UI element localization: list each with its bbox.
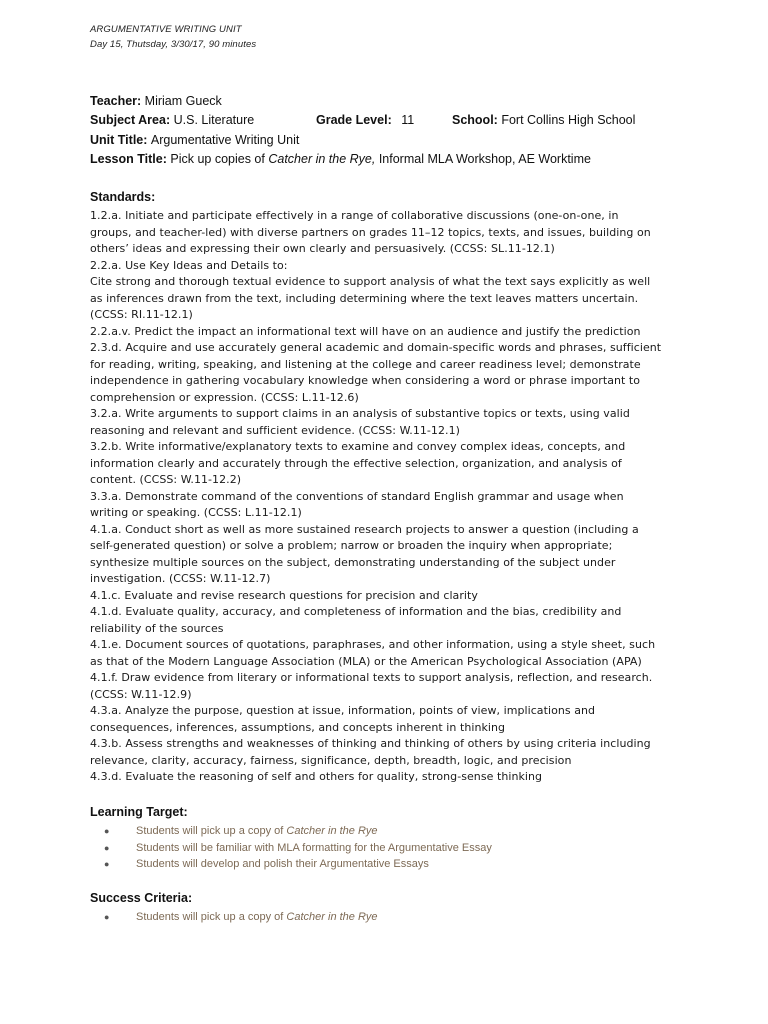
standards-line: as that of the Modern Language Association (MLA) or the American Psychological Association (APA) — [90, 654, 642, 668]
standards-line: 3.2.a. Write arguments to support claims in an analysis of substantive topics or texts, using valid — [90, 407, 630, 420]
standards-line: comprehension or expression. (CCSS: L.11-12.6) — [90, 390, 359, 404]
teacher-label: Teacher: — [90, 94, 142, 108]
success-criteria-heading: Success Criteria: — [90, 891, 193, 905]
lesson-title-pre: Pick up copies of — [170, 152, 265, 166]
standards-line: 4.3.d. Evaluate the reasoning of self and others for quality, strong-sense thinking — [90, 770, 543, 783]
standards-line: writing or speaking. (CCSS: L.11-12.1) — [90, 506, 302, 519]
bullet-icon: ● — [104, 859, 110, 869]
standards-line: content. (CCSS: W.11-12.2) — [90, 473, 242, 486]
standards-line: reliability of the sources — [90, 621, 224, 635]
bullet-icon: ● — [104, 912, 110, 922]
bullet-icon: ● — [104, 826, 110, 836]
standards-line: 4.1.e. Document sources of quotations, paraphrases, and other information, using a style sheet, such — [90, 638, 656, 651]
standards-line: independence in gathering vocabulary knowledge when considering a word or phrase important to — [90, 374, 641, 387]
standards-line: (CCSS: RI.11-12.1) — [90, 308, 193, 321]
learning-target-list — [104, 823, 492, 873]
list-item — [104, 909, 378, 926]
standards-line: 2.3.d. Acquire and use accurately general academic and domain-specific words and phrases, sufficient — [90, 341, 662, 354]
bullet-icon: ● — [104, 842, 110, 853]
list-item-text: Students will be familiar with MLA formatting for the Argumentative Essay — [136, 841, 492, 854]
standards-line: groups, and teacher-led) with diverse partners on grades 11–12 topics, texts, and issues, building on — [90, 225, 651, 239]
list-item — [104, 823, 492, 840]
grade-value: 11 — [401, 113, 415, 127]
list-item — [104, 856, 492, 873]
standards-line: others’ ideas and expressing their own clearly and persuasively. (CCSS: SL.11-12.1) — [90, 242, 555, 255]
standards-line: 1.2.a. Initiate and participate effectively in a range of collaborative discussions (one-on-one, in — [90, 209, 619, 222]
school-label: School: — [452, 113, 498, 127]
standards-line: information clearly and accurately through the effective selection, organization, and analysis of — [90, 456, 622, 470]
lesson-title-label: Lesson Title: — [90, 152, 167, 166]
lesson-title-book: Catcher in the Rye, — [268, 152, 376, 166]
day-header: Day 15, Thutsday, 3/30/17, 90 minutes — [90, 39, 257, 50]
standards-line: self-generated question) or solve a problem; narrow or broaden the inquiry when appropriate; — [90, 539, 613, 552]
standards-line: consequences, inferences, assumptions, and concepts inherent in thinking — [90, 720, 506, 734]
standards-line: 2.2.a. Use Key Ideas and Details to: — [90, 258, 288, 272]
standards-line: 3.2.b. Write informative/explanatory texts to examine and convey complex ideas, concepts, and — [90, 440, 626, 453]
learning-target-heading: Learning Target: — [90, 805, 188, 819]
standards-heading: Standards: — [90, 190, 156, 204]
standards-line: 4.1.d. Evaluate quality, accuracy, and completeness of information and the bias, credibility and — [90, 605, 622, 618]
standards-line: synthesize multiple sources on the subject, demonstrating understanding of the subject under — [90, 555, 616, 569]
list-item-book-title: Catcher in the Rye — [286, 911, 378, 923]
standards-line: 4.3.a. Analyze the purpose, question at issue, information, points of view, implications and — [90, 704, 596, 717]
standards-line: 4.3.b. Assess strengths and weaknesses of thinking and thinking of others by using criteria including — [90, 737, 651, 750]
subject-value: U.S. Literature — [173, 113, 255, 127]
unit-header: ARGUMENTATIVE WRITING UNIT — [90, 24, 242, 35]
list-item-book-title: Catcher in the Rye — [286, 825, 378, 837]
teacher-value: Miriam Gueck — [144, 94, 222, 108]
school-line — [452, 113, 635, 127]
standards-line: investigation. (CCSS: W.11-12.7) — [90, 572, 271, 585]
standards-line: as inferences drawn from the text, including determining where the text leaves matters uncertain. — [90, 291, 639, 305]
standards-line: (CCSS: W.11-12.9) — [90, 687, 192, 701]
standards-line: for reading, writing, speaking, and listening at the college and career readiness level; demonstrate — [90, 357, 641, 371]
lesson-title-line — [90, 152, 591, 166]
list-item-text: Students will pick up a copy of — [136, 825, 287, 837]
grade-label: Grade Level: — [316, 113, 392, 127]
standards-line: reasoning and relevant and sufficient evidence. (CCSS: W.11-12.1) — [90, 423, 460, 437]
school-value: Fort Collins High School — [501, 113, 636, 127]
unit-title-label: Unit Title: — [90, 133, 148, 147]
standards-line: 4.1.c. Evaluate and revise research questions for precision and clarity — [90, 588, 478, 602]
standards-line: relevance, clarity, accuracy, fairness, significance, depth, breadth, logic, and precision — [90, 753, 572, 767]
standards-line: 2.2.a.v. Predict the impact an informational text will have on an audience and justify the prediction — [90, 324, 641, 338]
list-item — [104, 840, 492, 857]
success-criteria-list — [104, 909, 378, 926]
grade-line — [316, 113, 414, 127]
standards-line: 4.1.a. Conduct short as well as more sustained research projects to answer a question (including a — [90, 522, 639, 536]
list-item-text: Students will pick up a copy of — [136, 911, 287, 923]
teacher-line — [90, 94, 222, 108]
unit-title-line — [90, 133, 299, 147]
list-item-text: Students will develop and polish their Argumentative Essays — [136, 858, 429, 870]
standards-line: Cite strong and thorough textual evidence to support analysis of what the text says explicitly as well — [90, 275, 651, 288]
subject-line — [90, 113, 254, 127]
unit-title-value: Argumentative Writing Unit — [150, 133, 300, 147]
standards-list — [90, 208, 690, 786]
subject-label: Subject Area: — [90, 113, 171, 127]
standards-line: 4.1.f. Draw evidence from literary or informational texts to support analysis, reflection, and research. — [90, 671, 653, 684]
standards-line: 3.3.a. Demonstrate command of the conventions of standard English grammar and usage when — [90, 489, 624, 503]
lesson-title-post: Informal MLA Workshop, AE Worktime — [378, 152, 591, 166]
